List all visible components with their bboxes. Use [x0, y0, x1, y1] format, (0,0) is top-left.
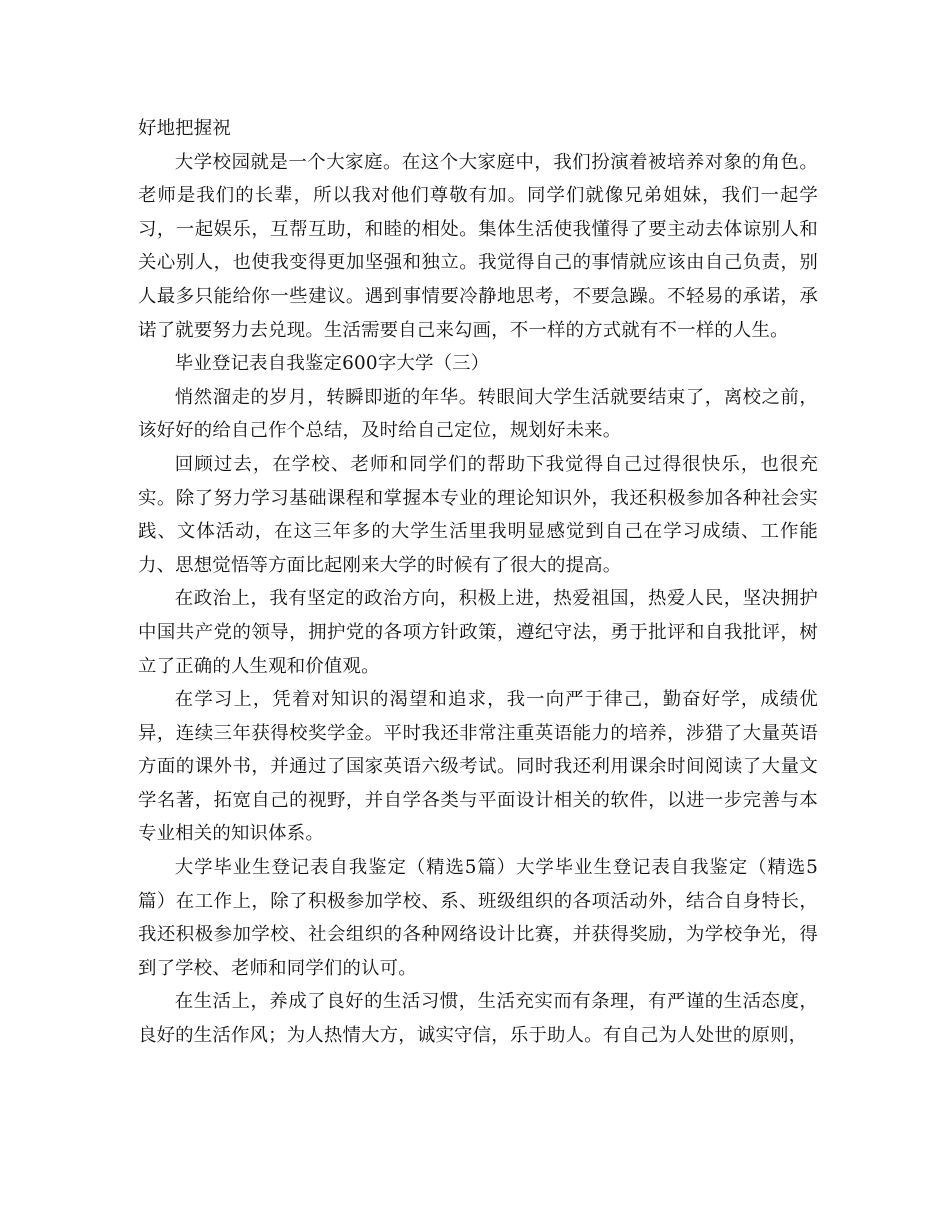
paragraph-campus-family: 大学校园就是一个大家庭。在这个大家庭中，我们扮演着被培养对象的角色。老师是我们的长辈，所以我对他们尊敬有加。同学们就像兄弟姐妹，我们一起学习，一起娱乐，互帮互助，和睦的相处。集体生活使我懂得了要主动去体谅别人和关心别人，也使我变得更加坚强和独立。我觉得自己的事情就应该由自己负责，别人最多只能给你一些建议。遇到事情要冷静地思考，不要急躁。不轻易的承诺，承诺了就要努力去兑现。生活需要自己来勾画，不一样的方式就有不一样的人生。: [138, 151, 818, 341]
paragraph-life: 在生活上，养成了良好的生活习惯，生活充实而有条理，有严谨的生活态度，良好的生活作风；为人热情大方，诚实守信，乐于助人。有自己为人处世的原则，: [138, 991, 818, 1047]
paragraph-work: 大学毕业生登记表自我鉴定（精选5篇）大学毕业生登记表自我鉴定（精选5篇）在工作上，除了积极参加学校、系、班级组织的各项活动外，结合自身特长，我还积极参加学校、社会组织的各种网络设计比赛，并获得奖励，为学校争光，得到了学校、老师和同学们的认可。: [138, 857, 818, 979]
paragraph-politics: 在政治上，我有坚定的政治方向，积极上进，热爱祖国，热爱人民，坚决拥护中国共产党的领导，拥护党的各项方针政策，遵纪守法，勇于批评和自我批评，树立了正确的人生观和价值观。: [138, 588, 818, 677]
section-heading: 毕业登记表自我鉴定600字大学（三）: [174, 353, 490, 375]
paragraph-study: 在学习上，凭着对知识的渴望和追求，我一向严于律己，勤奋好学，成绩优异，连续三年获得校奖学金。平时我还非常注重英语能力的培养，涉猎了大量英语方面的课外书，并通过了国家英语六级考试。同时我还利用课余时间阅读了大量文学名著，拓宽自己的视野，并自学各类与平面设计相关的软件，以进一步完善与本专业相关的知识体系。: [138, 689, 818, 845]
paragraph-review: 回顾过去，在学校、老师和同学们的帮助下我觉得自己过得很快乐，也很充实。除了努力学习基础课程和掌握本专业的理论知识外，我还积极参加各种社会实践、文体活动，在这三年多的大学生活里我明显感觉到自己在学习成绩、工作能力、思想觉悟等方面比起刚来大学的时候有了很大的提高。: [138, 453, 818, 576]
document-body: [138, 112, 818, 1053]
paragraph-intro: 悄然溜走的岁月，转瞬即逝的年华。转眼间大学生活就要结束了，离校之前，该好好的给自己作个总结，及时给自己定位，规划好未来。: [138, 386, 818, 442]
paragraph-fragment: 好地把握祝: [138, 118, 231, 139]
